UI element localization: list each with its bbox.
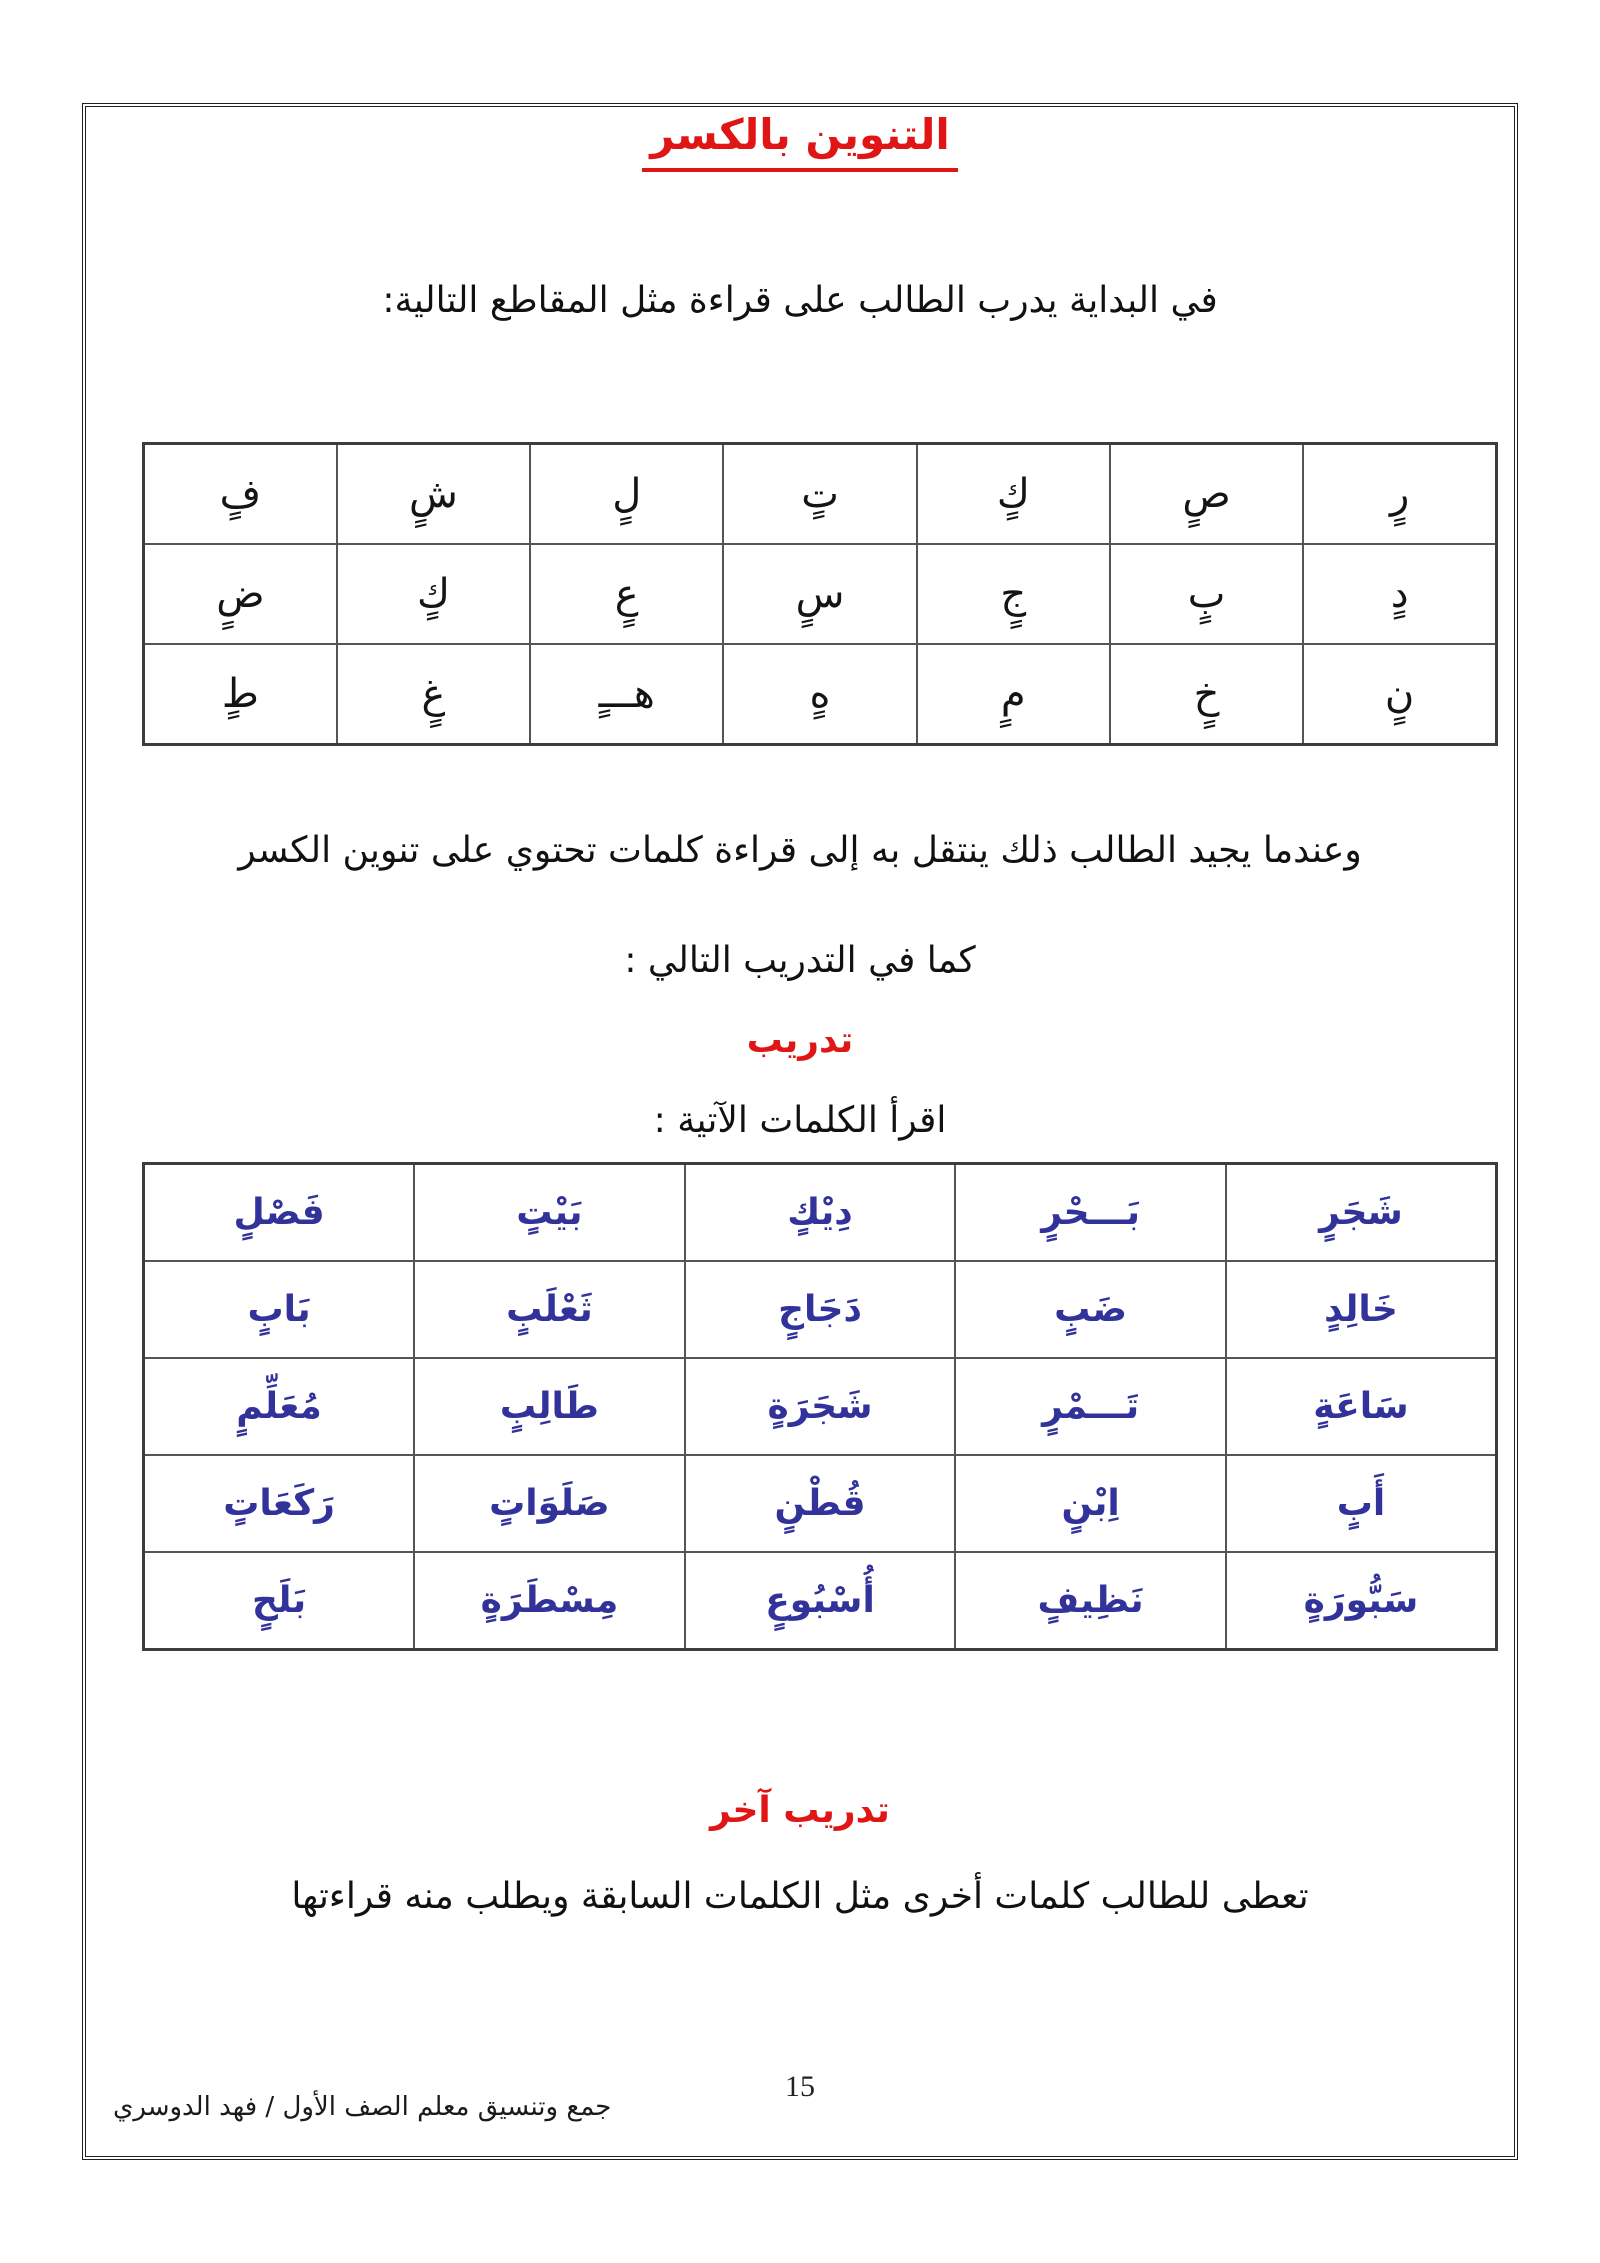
syllable-cell: صٍ	[1110, 444, 1303, 545]
syllable-cell: رٍ	[1303, 444, 1496, 545]
word-cell: اِبْنٍ	[955, 1455, 1226, 1552]
word-cell: تَـــمْرٍ	[955, 1358, 1226, 1455]
word-cell: شَجَرٍ	[1226, 1164, 1497, 1262]
exercise1-instruction: اقرأ الكلمات الآتية :	[653, 1100, 947, 1141]
word-cell: سَبُّورَةٍ	[1226, 1552, 1497, 1650]
word-cell: بَيْتٍ	[414, 1164, 685, 1262]
syllable-cell: غٍ	[337, 644, 530, 745]
word-cell: ضَبٍ	[955, 1261, 1226, 1358]
syllable-cell: فٍ	[144, 444, 337, 545]
exercise2-heading: تدريب آخر	[710, 1790, 890, 1831]
syllable-cell: مٍ	[917, 644, 1110, 745]
syllable-cell: تٍ	[723, 444, 916, 545]
title-row	[83, 112, 1517, 172]
page-frame	[82, 103, 1518, 2160]
syllable-cell: عٍ	[530, 544, 723, 644]
syllable-cell: دٍ	[1303, 544, 1496, 644]
syllable-cell: طٍ	[144, 644, 337, 745]
syllable-cell: بٍ	[1110, 544, 1303, 644]
word-cell: طَالِبٍ	[414, 1358, 685, 1455]
word-cell: دِيْكٍ	[685, 1164, 956, 1262]
word-cell: فَصْلٍ	[144, 1164, 415, 1262]
syllable-cell: ضٍ	[144, 544, 337, 644]
words-table	[142, 1162, 1498, 1651]
table-row	[144, 644, 1497, 745]
table-row	[144, 1455, 1497, 1552]
syllable-cell: هٍ	[723, 644, 916, 745]
table-row	[144, 1261, 1497, 1358]
syllables-table	[142, 442, 1498, 746]
syllable-cell: كٍ	[917, 444, 1110, 545]
table-row	[144, 1164, 1497, 1262]
syllable-cell: سٍ	[723, 544, 916, 644]
table-row	[144, 1552, 1497, 1650]
table-row	[144, 1358, 1497, 1455]
word-cell: نَظِيفٍ	[955, 1552, 1226, 1650]
syllable-cell: جٍ	[917, 544, 1110, 644]
word-cell: بَلَحٍ	[144, 1552, 415, 1650]
word-cell: سَاعَةٍ	[1226, 1358, 1497, 1455]
exercise1-heading: تدريب	[746, 1020, 854, 1061]
word-cell: مُعَلِّمٍ	[144, 1358, 415, 1455]
word-cell: ثَعْلَبٍ	[414, 1261, 685, 1358]
word-cell: دَجَاجٍ	[685, 1261, 956, 1358]
exercise2-text: تعطى للطالب كلمات أخرى مثل الكلمات السابقة ويطلب منه قراءتها	[291, 1876, 1309, 1917]
page-title: التنوين بالكسر	[642, 112, 958, 172]
word-cell: صَلَوَاتٍ	[414, 1455, 685, 1552]
word-cell: بَـــحْرٍ	[955, 1164, 1226, 1262]
middle-paragraph-line2: كما في التدريب التالي :	[624, 940, 976, 981]
word-cell: مِسْطَرَةٍ	[414, 1552, 685, 1650]
intro-paragraph: في البداية يدرب الطالب على قراءة مثل المقاطع التالية:	[382, 280, 1218, 321]
syllable-cell: نٍ	[1303, 644, 1496, 745]
word-cell: رَكَعَاتٍ	[144, 1455, 415, 1552]
middle-paragraph-line1: وعندما يجيد الطالب ذلك ينتقل به إلى قراءة كلمات تحتوي على تنوين الكسر	[238, 830, 1362, 871]
syllable-cell: كٍ	[337, 544, 530, 644]
page-number: 15	[785, 2070, 815, 2103]
word-cell: أَبٍ	[1226, 1455, 1497, 1552]
syllable-cell: هـــٍ	[530, 644, 723, 745]
syllable-cell: خٍ	[1110, 644, 1303, 745]
word-cell: قُطْنٍ	[685, 1455, 956, 1552]
word-cell: أُسْبُوعٍ	[685, 1552, 956, 1650]
syllable-cell: شٍ	[337, 444, 530, 545]
table-row	[144, 444, 1497, 545]
word-cell: شَجَرَةٍ	[685, 1358, 956, 1455]
table-row	[144, 544, 1497, 644]
syllable-cell: لٍ	[530, 444, 723, 545]
word-cell: بَابٍ	[144, 1261, 415, 1358]
word-cell: خَالِدٍ	[1226, 1261, 1497, 1358]
footer-credit: جمع وتنسيق معلم الصف الأول / فهد الدوسري	[113, 2092, 612, 2122]
